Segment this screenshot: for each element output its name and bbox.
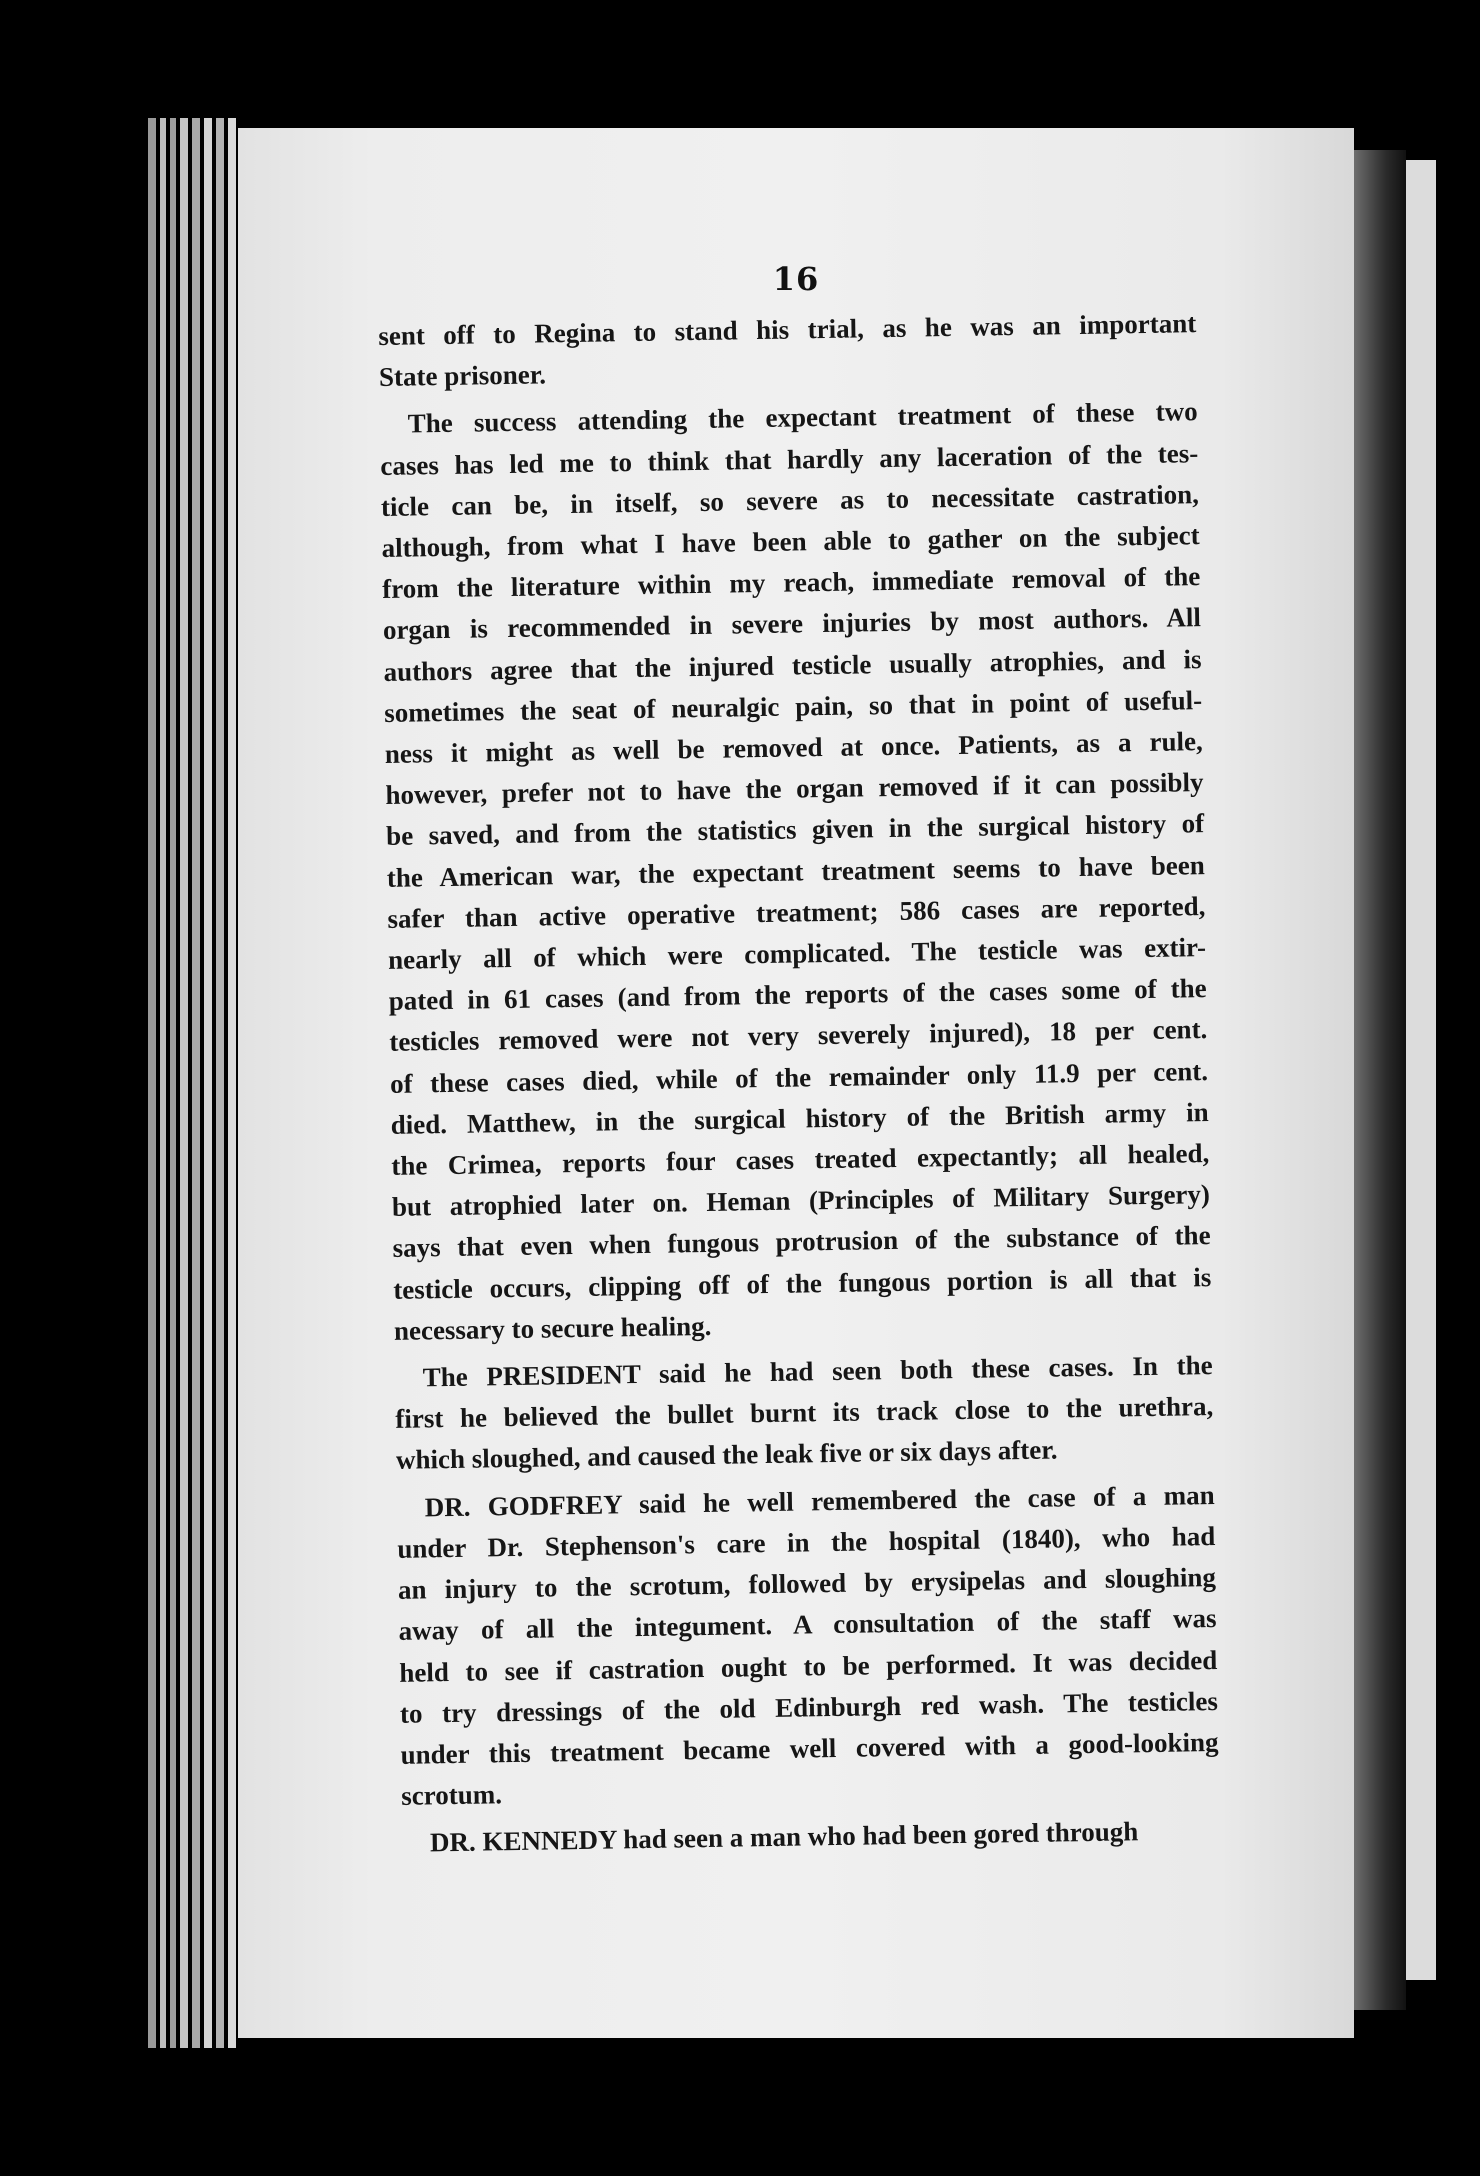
text-line: from the literature within my reach, immediate removal of the: [382, 561, 1201, 605]
paragraph: [402, 1810, 1221, 1864]
text-line: necessary to secure healing.: [393, 1310, 712, 1346]
paragraph: [378, 303, 1197, 398]
text-line: although, from what I have been able to gather on the subject: [381, 520, 1200, 563]
binding-shadow: [1354, 150, 1406, 2010]
text-line: be saved, and from the statistics given in the surgical history of: [385, 808, 1205, 852]
text-line: pated in 61 cases (and from the reports of the cases some of the: [388, 973, 1207, 1017]
text-line: died. Matthew, in the surgical history of the British army in: [390, 1096, 1209, 1140]
text-line: cases has led me to think that hardly any laceration of the tes-: [380, 437, 1199, 481]
text-line: first he believed the bullet burnt its track close to the urethra,: [395, 1391, 1214, 1435]
text-line: State prisoner.: [378, 359, 547, 393]
text-line: an injury to the scrotum, followed by erysipelas and sloughing: [397, 1562, 1217, 1605]
text-line: under Dr. Stephenson's care in the hospital (1840), who had: [397, 1520, 1216, 1564]
text-line: the American war, the expectant treatment seems to have been: [386, 849, 1205, 893]
page-edge: [148, 118, 156, 2048]
text-line: of these cases died, while of the remainder only 11.9 per cent.: [389, 1055, 1209, 1099]
text-line: held to see if castration ought to be performed. It was decided: [399, 1644, 1218, 1688]
facing-page-edge: [1406, 160, 1436, 1980]
text-line: scrotum.: [401, 1779, 503, 1811]
page-edge: [180, 118, 188, 2048]
paragraph: [396, 1475, 1219, 1817]
text-line: but atrophied later on. Heman (Principles of Military Surgery): [391, 1179, 1211, 1223]
page-number: 16: [772, 260, 820, 298]
text-line: sometimes the seat of neuralgic pain, so that in point of useful-: [383, 684, 1203, 728]
text-line: The PRESIDENT said he had seen both these cases. In the: [422, 1350, 1213, 1393]
text-line: nearly all of which were complicated. The testicle was extir-: [387, 932, 1207, 975]
text-line: which sloughed, and caused the leak five or six days after.: [395, 1434, 1058, 1476]
text-line: testicles removed were not very severely injured), 18 per cent.: [389, 1014, 1208, 1058]
text-line: however, prefer not to have the organ removed if it can possibly: [385, 767, 1204, 811]
text-line: DR. KENNEDY had seen a man who had been gored through: [429, 1816, 1139, 1858]
text-line: organ is recommended in severe injuries by most authors. All: [382, 602, 1202, 646]
page-edge: [160, 118, 166, 2048]
text-line: testicle occurs, clipping off of the fungous portion is all that is: [393, 1261, 1212, 1305]
page-sheet: [238, 128, 1354, 2038]
page-edge: [170, 118, 176, 2048]
page-edge: [192, 118, 200, 2048]
text-line: to try dressings of the old Edinburgh red wash. The testicles: [399, 1685, 1219, 1729]
text-line: under this treatment became well covered with a good-looking: [400, 1726, 1219, 1770]
body-text: [378, 303, 1220, 1870]
text-line: ness it might as well be removed at once. Patients, as a rule,: [384, 726, 1204, 769]
paragraph: [394, 1345, 1214, 1481]
paragraph: [379, 392, 1212, 1352]
page-edge: [228, 118, 236, 2048]
text-line: authors agree that the injured testicle usually atrophies, and is: [383, 643, 1202, 687]
text-line: sent off to Regina to stand his trial, as he was an important: [378, 308, 1197, 351]
text-line: the Crimea, reports four cases treated expectantly; all healed,: [391, 1138, 1210, 1181]
page-edge: [216, 118, 224, 2048]
text-line: away of all the integument. A consultation of the staff was: [398, 1603, 1217, 1647]
text-line: ticle can be, in itself, so severe as to necessitate castration,: [380, 478, 1200, 522]
text-line: DR. GODFREY said he well remembered the case of a man: [424, 1479, 1215, 1523]
page-edge: [204, 118, 212, 2048]
text-line: The success attending the expectant treatment of these two: [407, 396, 1198, 439]
text-line: safer than active operative treatment; 586 cases are reported,: [387, 890, 1206, 934]
text-line: says that even when fungous protrusion of the substance of the: [392, 1220, 1211, 1264]
